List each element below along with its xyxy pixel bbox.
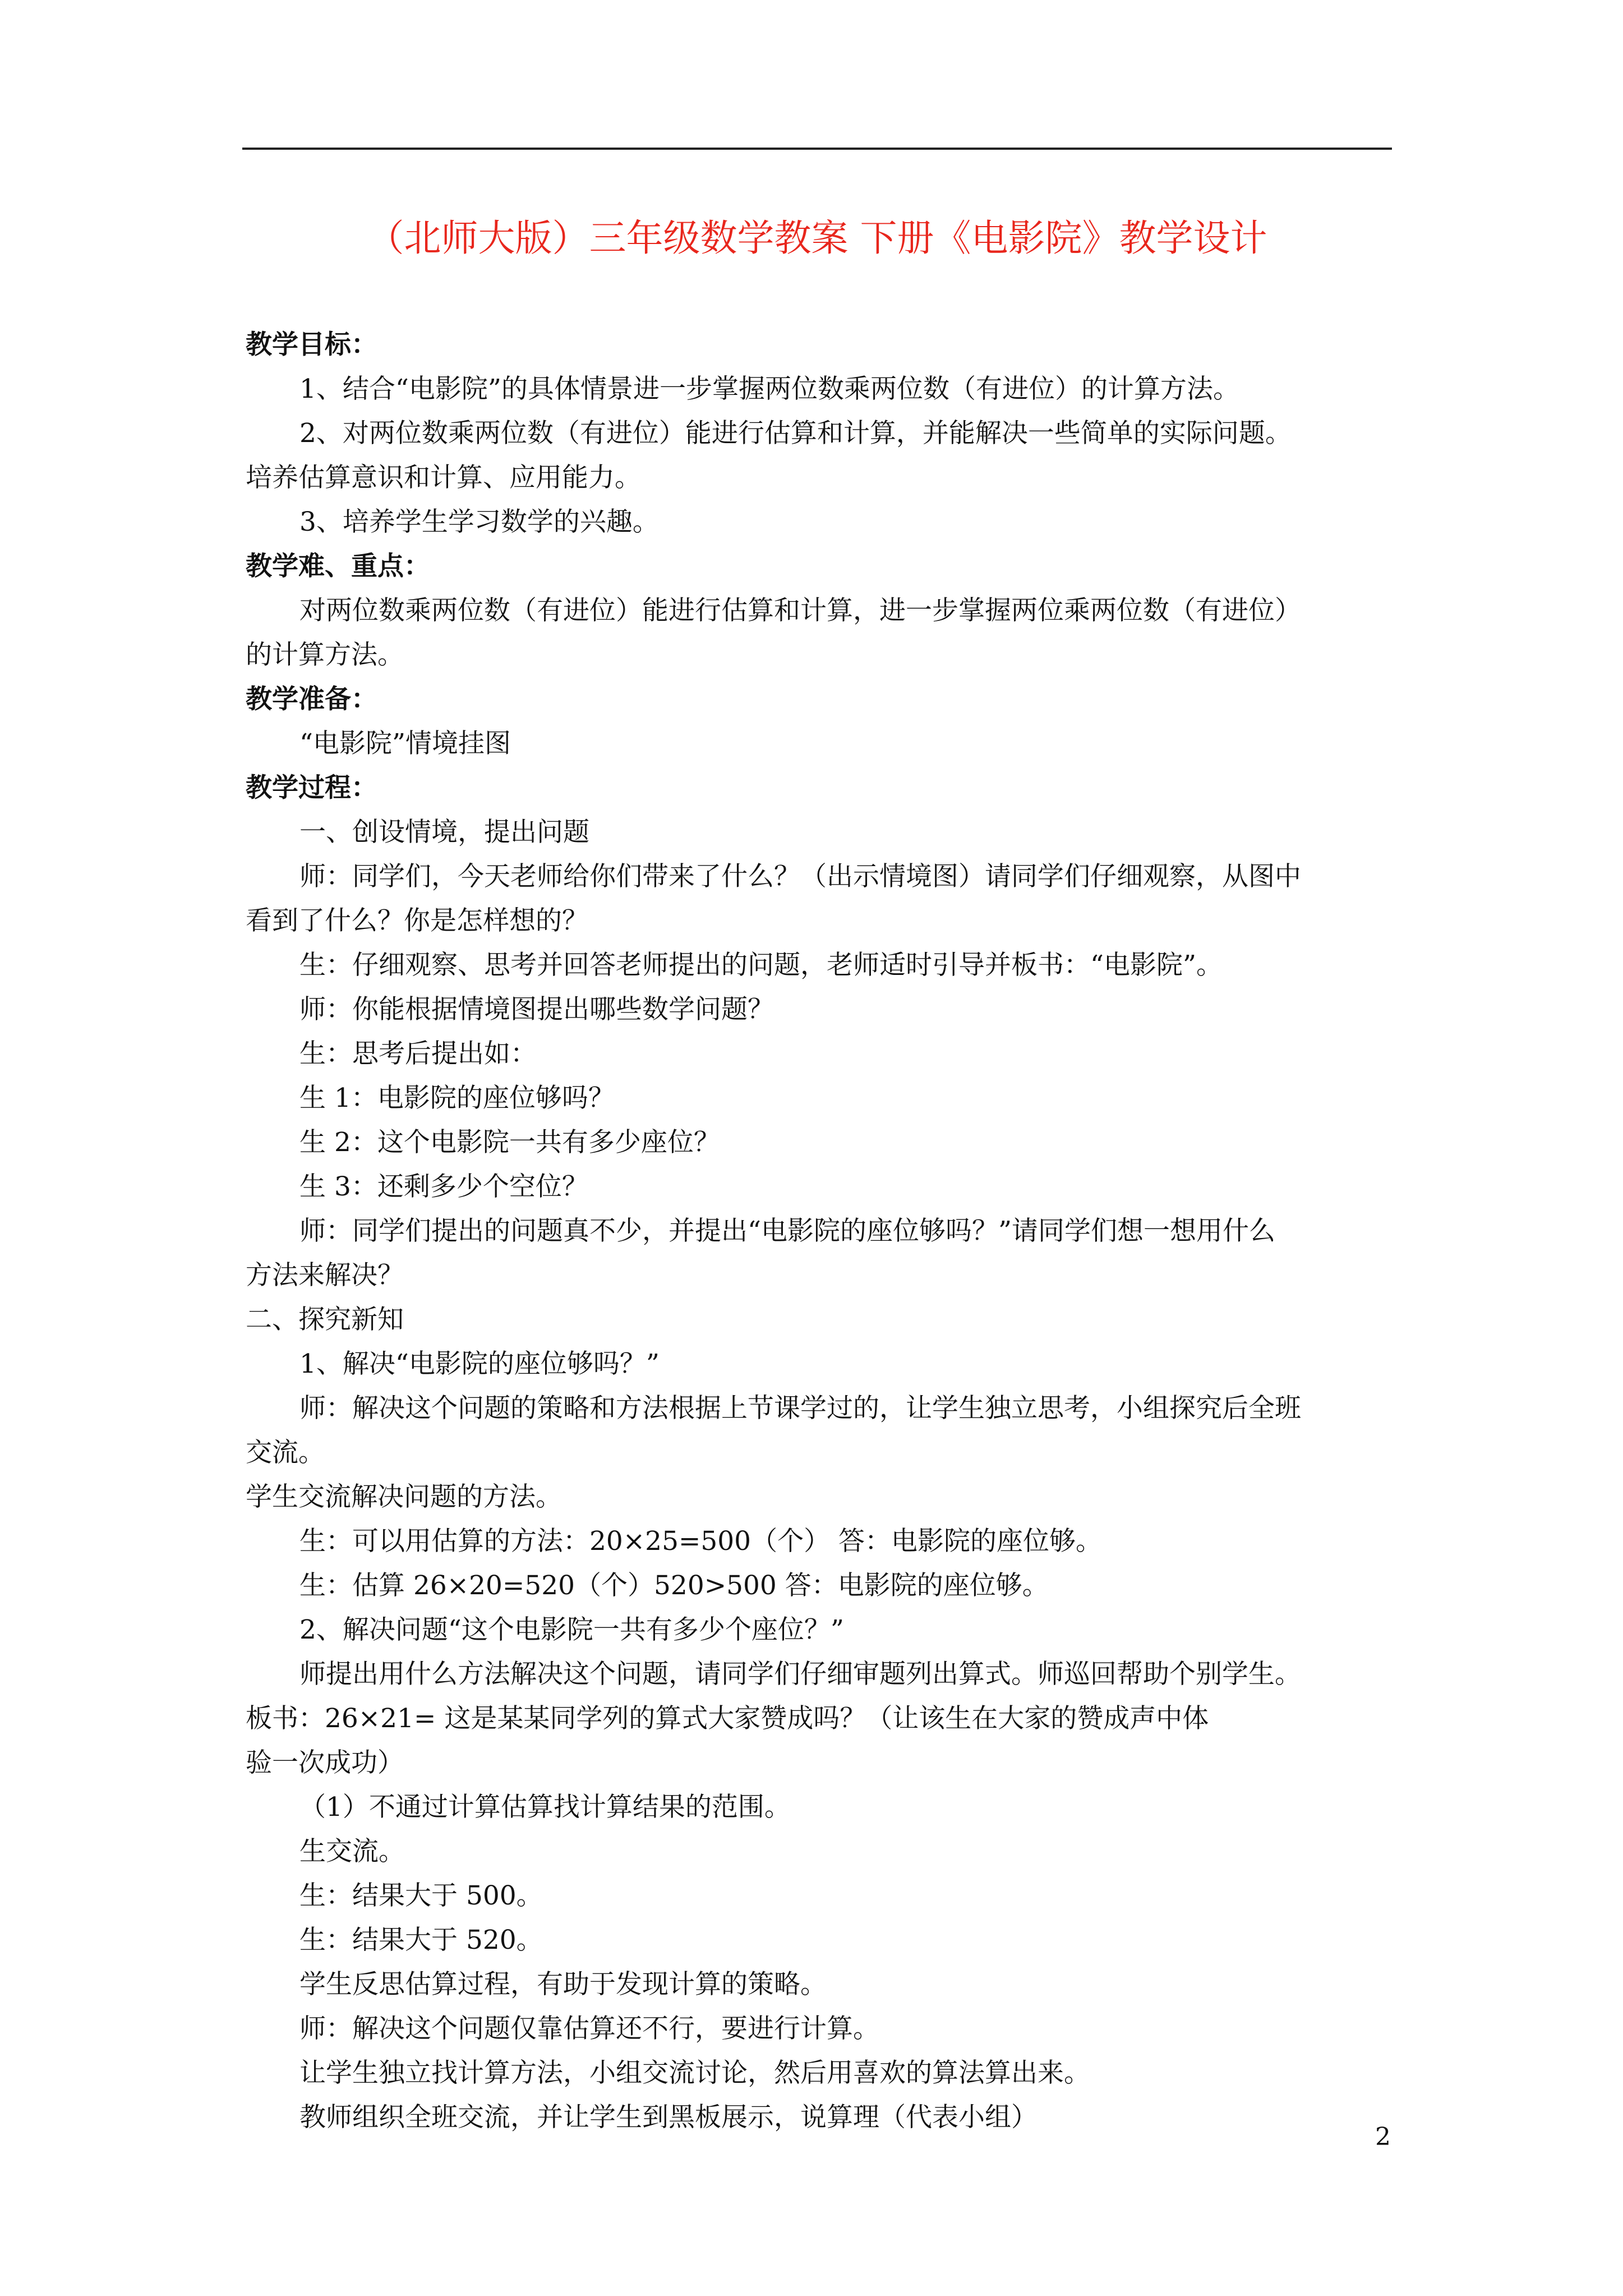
body-line: 板书：26×21= 这是某某同学列的算式大家赞成吗？（让该生在大家的赞成声中体 bbox=[246, 1703, 1209, 1734]
body-line: 师：解决这个问题仅靠估算还不行，要进行计算。 bbox=[299, 2013, 879, 2044]
section-heading: 教学过程： bbox=[246, 772, 377, 803]
body-line: 对两位数乘两位数（有进位）能进行估算和计算，进一步掌握两位乘两位数（有进位） bbox=[299, 595, 1301, 626]
body-line: 看到了什么？你是怎样想的？ bbox=[246, 905, 588, 936]
body-line: 生：仔细观察、思考并回答老师提出的问题，老师适时引导并板书：“电影院”。 bbox=[299, 950, 1223, 981]
body-line: 生：结果大于 500。 bbox=[299, 1880, 543, 1911]
section-heading: 教学难、重点： bbox=[246, 551, 430, 582]
body-line: 师：同学们提出的问题真不少，并提出“电影院的座位够吗？”请同学们想一想用什么 bbox=[299, 1216, 1276, 1246]
body-line: 生：思考后提出如： bbox=[299, 1038, 537, 1069]
section-heading: 教学准备： bbox=[246, 684, 377, 715]
body-line: 生：可以用估算的方法：20×25=500（个） 答：电影院的座位够。 bbox=[299, 1526, 1103, 1557]
body-line: 师：解决这个问题的策略和方法根据上节课学过的，让学生独立思考，小组探究后全班 bbox=[299, 1393, 1301, 1424]
document-title: （北师大版）三年级数学教案 下册《电影院》教学设计 bbox=[367, 217, 1267, 260]
section-heading: 教学目标： bbox=[246, 329, 377, 360]
body-line: 一、创设情境，提出问题 bbox=[299, 817, 589, 848]
body-line: 2、对两位数乘两位数（有进位）能进行估算和计算，并能解决一些简单的实际问题。 bbox=[299, 418, 1292, 449]
body-line: 验一次成功） bbox=[246, 1747, 404, 1778]
document-body bbox=[246, 323, 1392, 2139]
body-line: “电影院”情境挂图 bbox=[299, 728, 511, 759]
body-line: 学生交流解决问题的方法。 bbox=[246, 1481, 562, 1512]
body-line: 3、培养学生学习数学的兴趣。 bbox=[299, 507, 659, 537]
body-line: 生：估算 26×20=520（个）520>500 答：电影院的座位够。 bbox=[299, 1570, 1049, 1601]
body-line: 1、结合“电影院”的具体情景进一步掌握两位数乘两位数（有进位）的计算方法。 bbox=[299, 374, 1239, 404]
body-line: 二、探究新知 bbox=[246, 1304, 404, 1335]
body-line: 学生反思估算过程，有助于发现计算的策略。 bbox=[299, 1969, 827, 2000]
body-line: 师提出用什么方法解决这个问题，请同学们仔细审题列出算式。师巡回帮助个别学生。 bbox=[299, 1659, 1301, 1690]
body-line: 生 1：电影院的座位够吗？ bbox=[299, 1083, 615, 1114]
body-line: 1、解决“电影院的座位够吗？” bbox=[299, 1349, 660, 1379]
body-line: 的计算方法。 bbox=[246, 639, 404, 670]
header-rule bbox=[242, 148, 1392, 150]
body-line: 2、解决问题“这个电影院一共有多少个座位？” bbox=[299, 1614, 844, 1645]
page-number: 2 bbox=[1375, 2123, 1391, 2151]
body-line: 生 2：这个电影院一共有多少座位？ bbox=[299, 1127, 720, 1158]
body-line: 生交流。 bbox=[299, 1836, 405, 1867]
body-line: 师：同学们，今天老师给你们带来了什么？（出示情境图）请同学们仔细观察，从图中 bbox=[299, 861, 1301, 892]
body-line: 教师组织全班交流，并让学生到黑板展示，说算理（代表小组） bbox=[299, 2102, 1038, 2133]
body-line: 培养估算意识和计算、应用能力。 bbox=[246, 462, 641, 493]
body-line: 生：结果大于 520。 bbox=[299, 1925, 543, 1955]
body-line: 交流。 bbox=[246, 1437, 325, 1468]
body-line: 方法来解决？ bbox=[246, 1260, 404, 1291]
body-line: （1）不通过计算估算找计算结果的范围。 bbox=[299, 1792, 791, 1823]
body-line: 让学生独立找计算方法，小组交流讨论，然后用喜欢的算法算出来。 bbox=[299, 2058, 1090, 2088]
body-line: 生 3：还剩多少个空位？ bbox=[299, 1171, 588, 1202]
body-line: 师：你能根据情境图提出哪些数学问题？ bbox=[299, 994, 774, 1025]
